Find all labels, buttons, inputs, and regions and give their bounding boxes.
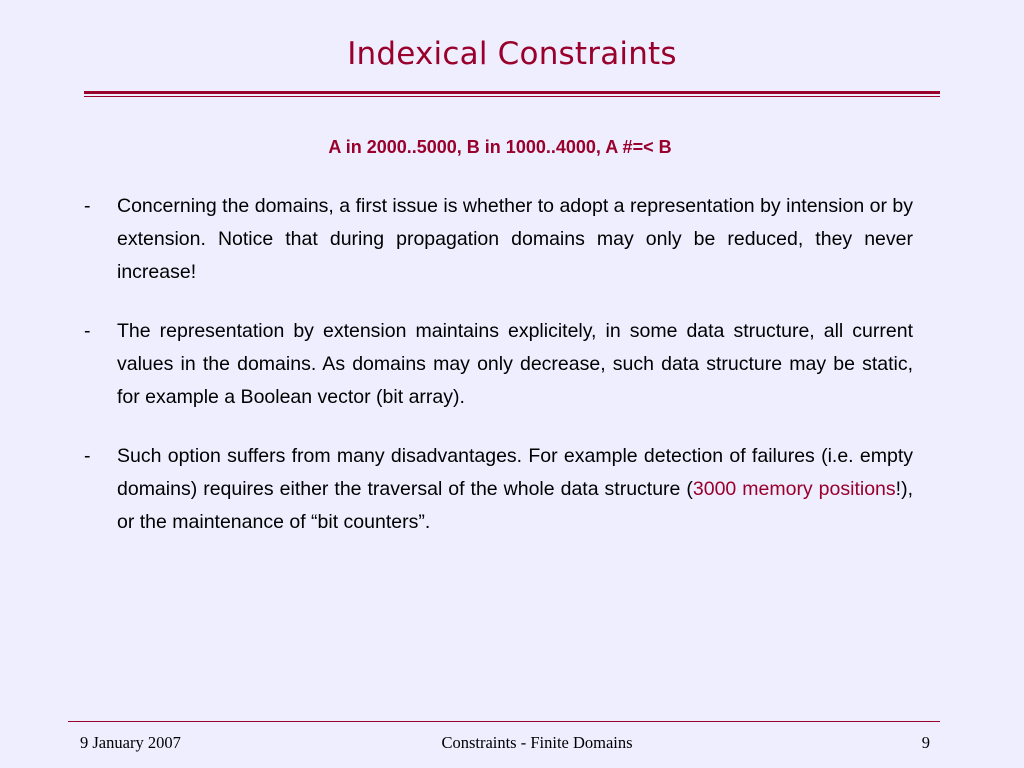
bullet-text-before: Such option suffers from many disadvantages. For example detection of failures (i.e. empty domains) requires either the traversal of the whole data structure ( — [117, 445, 913, 500]
page-number: 9 — [921, 733, 930, 752]
bullet-item-1 — [80, 190, 913, 289]
bullet-dash: - — [84, 195, 91, 217]
title-divider — [84, 91, 940, 94]
slide-title: Indexical Constraints — [347, 36, 677, 72]
bullet-item-2 — [80, 315, 913, 414]
highlighted-text: 3000 memory positions — [692, 478, 896, 500]
bullet-text-after: !), or the maintenance of “bit counters”. — [117, 478, 913, 533]
bullet-text: The representation by extension maintains explicitely, in some data structure, all current values in the domains. As domains may only decrease, such data structure may be static, for example a Boolean vector (bit array). — [117, 320, 913, 408]
footer-date: 9 January 2007 — [80, 733, 181, 752]
bullet-dash: - — [84, 320, 91, 342]
footer-divider — [68, 721, 940, 722]
footer-title: Constraints - Finite Domains — [441, 733, 633, 752]
bullet-list — [80, 190, 913, 565]
bullet-dash: - — [84, 445, 91, 467]
bullet-text: Concerning the domains, a first issue is whether to adopt a representation by intension or by extension. Notice that during propagation domains may only be reduced, they never increase! — [117, 195, 913, 283]
title-divider-thin — [84, 96, 940, 97]
constraint-expression: A in 2000..5000, B in 1000..4000, A #=< B — [328, 137, 672, 157]
bullet-item-3 — [80, 440, 913, 539]
